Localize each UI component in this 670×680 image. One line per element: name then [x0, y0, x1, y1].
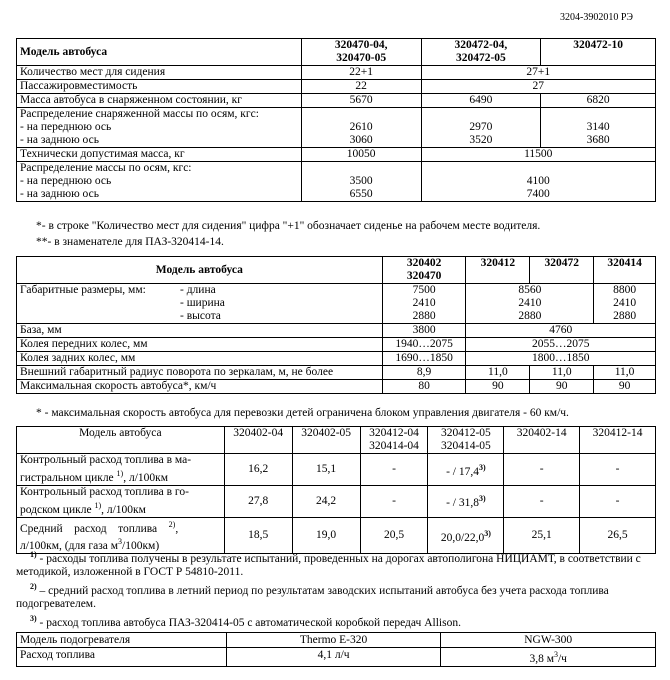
cell-value: NGW-300 [441, 633, 656, 648]
front-axle-label: - на переднюю ось [20, 175, 112, 187]
cell-value [466, 284, 594, 324]
label-line: Контрольный расход топлива в го- [20, 485, 189, 498]
front-axle-label: - на переднюю ось [20, 121, 112, 133]
header-model: Модель автобуса [17, 427, 225, 454]
table-row [17, 94, 656, 108]
cell-value: - [360, 454, 428, 486]
row-label [17, 162, 302, 202]
label-line: л/100км, (для газа м [20, 540, 119, 553]
header-col: 320402-14 [504, 427, 580, 454]
width-value: 2410 [613, 297, 637, 309]
header-line: 320414-04 [369, 440, 419, 452]
cell-value: - [580, 485, 656, 517]
table-row [17, 284, 656, 324]
cell-value: 15,1 [292, 454, 360, 486]
cell-value: 22+1 [301, 66, 421, 80]
label-line: Контрольный расход топлива в ма- [20, 454, 192, 466]
width-value: 2410 [412, 297, 436, 309]
value-text: - / 17,4 [446, 465, 479, 478]
cell-value: 2055…2075 [466, 338, 656, 352]
cell-value: 27 [421, 80, 655, 94]
label-line: , л/100км [101, 503, 146, 516]
value-text: /ч [557, 652, 567, 665]
header-320402-line1: 320402 [406, 257, 442, 269]
footnote-mark: 3) [479, 494, 486, 504]
rear-value: 6550 [349, 188, 373, 200]
cell-value [301, 108, 421, 148]
row-label [17, 454, 225, 486]
header-320414: 320414 [594, 257, 656, 284]
label-line: родском цикле [20, 503, 95, 516]
header-320472-line1: 320472-04, [454, 39, 508, 51]
table-row [17, 352, 656, 366]
cell-value: 1690…1850 [382, 352, 466, 366]
fuel-table-header [17, 427, 656, 454]
footnote-mark: 2) [30, 582, 37, 591]
dimensions-table [16, 256, 656, 394]
rear-axle-label: - на заднюю ось [20, 188, 99, 200]
header-model: Модель автобуса [17, 39, 302, 66]
curb-dist-title: Распределение снаряженной массы по осям, кгс: [20, 108, 259, 120]
note-text: - расходы топлива получены в результате испытаний, проведенных на дорогах автополигона НИЦИАМТ, в соответствии с методикой, изложенной в ГОСТ Р 54810-2011. [16, 552, 641, 578]
header-320470-line2: 320470-05 [336, 52, 387, 64]
table-row [17, 324, 656, 338]
cell-value: 1800…1850 [466, 352, 656, 366]
cell-value: 8,9 [382, 366, 466, 380]
table-row [17, 162, 656, 202]
footnote-mark: 1) [30, 550, 37, 559]
cell-value: - [360, 485, 428, 517]
footnote-mark: 1) [94, 500, 102, 510]
cell-value [428, 485, 504, 517]
row-label: Технически допустимая масса, кг [17, 148, 302, 162]
cell-value: 4,1 л/ч [226, 648, 441, 667]
table-row [17, 148, 656, 162]
footnote-mark: 2) [168, 519, 176, 529]
cell-value: 90 [466, 380, 530, 394]
row-label: Колея передних колес, мм [17, 338, 383, 352]
label-line: , л/100км [123, 471, 169, 484]
header-line: 320414-05 [440, 440, 491, 452]
table-row [17, 108, 656, 148]
cell-value: 26,5 [580, 517, 656, 554]
note-text: – средний расход топлива в летний период по результатам заводских испытаний автобуса без учета расхода топлива подогревателем. [16, 584, 609, 610]
length-label: - длина [180, 284, 216, 296]
header-line: 320412-05 [440, 427, 491, 439]
label-line: /100км) [122, 540, 160, 553]
length-value: 7500 [412, 284, 436, 296]
cell-value [421, 108, 541, 148]
rear-value: 7400 [526, 188, 550, 200]
cell-value [541, 108, 656, 148]
height-value: 2880 [412, 310, 436, 322]
footnote-mark: 3) [479, 462, 486, 472]
header-320472-line2: 320472-05 [455, 52, 506, 64]
front-value: 3140 [586, 121, 610, 133]
row-label: Расход топлива [17, 648, 227, 667]
height-label: - высота [180, 310, 221, 322]
mass-table-header [17, 39, 656, 66]
cell-value: 11500 [421, 148, 655, 162]
label-line: , [175, 522, 179, 535]
table-row [17, 380, 656, 394]
dimensions-table-header [17, 257, 656, 284]
dims-title: Габаритные размеры, мм: [20, 284, 146, 296]
cell-value [441, 648, 656, 667]
cell-value: 11,0 [530, 366, 594, 380]
header-320470 [301, 39, 421, 66]
cell-value [301, 162, 421, 202]
cell-value: 80 [382, 380, 466, 394]
cell-value: 3800 [382, 324, 466, 338]
cell-value: 27+1 [421, 66, 655, 80]
cell-value: 1940…2075 [382, 338, 466, 352]
cell-value [428, 454, 504, 486]
table-row [17, 485, 656, 517]
cell-value: - [504, 485, 580, 517]
row-label: Модель подогревателя [17, 633, 227, 648]
footnote-mark: 1) [116, 469, 124, 478]
cell-value: 25,1 [504, 517, 580, 554]
fuel-consumption-table [16, 426, 656, 554]
row-label: Внешний габаритный радиус поворота по зеркалам, м, не более [17, 366, 383, 380]
row-label [17, 485, 225, 517]
note-average-fuel [16, 580, 656, 611]
rear-value: 3520 [469, 134, 493, 146]
note-seats: *- в строке "Количество мест для сидения" цифра "+1" обозначает сиденье на рабочем месте водителя. [36, 220, 541, 232]
header-320472 [421, 39, 541, 66]
width-label: - ширина [180, 297, 225, 309]
gross-dist-title: Распределение массы по осям, кгс: [20, 162, 192, 174]
header-model: Модель автобуса [17, 257, 383, 284]
note-speed: * - максимальная скорость автобуса для перевозки детей ограничена блоком управления двигателя - 60 км/ч. [36, 407, 569, 419]
row-label: Количество мест для сидения [17, 66, 302, 80]
cell-value: 16,2 [224, 454, 292, 486]
front-value: 4100 [526, 175, 550, 187]
table-row [17, 366, 656, 380]
value-text: 3,8 м [529, 652, 554, 665]
document-number: 3204-3902010 РЭ [560, 12, 633, 23]
label-line: Средний расход топлива [20, 522, 169, 535]
row-label [17, 108, 302, 148]
cell-value: 24,2 [292, 485, 360, 517]
cell-value [421, 162, 655, 202]
note-text: - расход топлива автобуса ПАЗ-320414-05 с автоматической коробкой передач Allison. [36, 616, 461, 629]
rear-axle-label: - на заднюю ось [20, 134, 99, 146]
note-allison [16, 612, 656, 630]
row-label: База, мм [17, 324, 383, 338]
table-row [17, 80, 656, 94]
front-value: 2970 [469, 121, 493, 133]
length-value: 8800 [613, 284, 637, 296]
header-col: 320402-05 [292, 427, 360, 454]
table-row [17, 454, 656, 486]
rear-value: 3680 [586, 134, 610, 146]
table-row [17, 338, 656, 352]
note-denominator: **- в знаменателе для ПАЗ-320414-14. [36, 236, 224, 248]
row-label [17, 284, 383, 324]
heater-table [16, 632, 656, 667]
superscript: 3 [118, 537, 123, 547]
height-value: 2880 [518, 310, 542, 322]
table-row [17, 633, 656, 648]
cell-value: 90 [594, 380, 656, 394]
footnote-mark: 3) [484, 528, 491, 538]
header-col: 320402-04 [224, 427, 292, 454]
cell-value: 6490 [421, 94, 541, 108]
front-value: 3500 [349, 175, 373, 187]
rear-value: 3060 [349, 134, 373, 146]
row-label: Масса автобуса в снаряженном состоянии, кг [17, 94, 302, 108]
cell-value: 19,0 [292, 517, 360, 554]
header-320412: 320412 [466, 257, 530, 284]
cell-value [594, 284, 656, 324]
row-label: Максимальная скорость автобуса*, км/ч [17, 380, 383, 394]
cell-value: 90 [530, 380, 594, 394]
header-320472-10: 320472-10 [541, 39, 656, 66]
height-value: 2880 [613, 310, 637, 322]
table-row [17, 648, 656, 667]
label-line: гистральном цикле [20, 471, 117, 484]
cell-value: 18,5 [224, 517, 292, 554]
front-value: 2610 [349, 121, 373, 133]
header-320402 [382, 257, 466, 284]
header-320472: 320472 [530, 257, 594, 284]
mass-table [16, 38, 656, 202]
footnote-mark: 3) [30, 614, 37, 623]
header-line: 320412-04 [369, 427, 419, 439]
header-col [428, 427, 504, 454]
length-value: 8560 [518, 284, 542, 296]
cell-value: - [580, 454, 656, 486]
cell-value: 4760 [466, 324, 656, 338]
header-col [360, 427, 428, 454]
cell-value [382, 284, 466, 324]
header-320470-line1: 320470-04, [334, 39, 388, 51]
cell-value: 5670 [301, 94, 421, 108]
cell-value: 10050 [301, 148, 421, 162]
table-row [17, 66, 656, 80]
note-fuel-test [16, 548, 656, 579]
cell-value: 27,8 [224, 485, 292, 517]
header-col: 320412-14 [580, 427, 656, 454]
superscript: 3 [553, 650, 558, 659]
header-320402-line2: 320470 [406, 270, 442, 282]
row-label: Колея задних колес, мм [17, 352, 383, 366]
cell-value: Thermo E-320 [226, 633, 441, 648]
value-text: 20,0/22,0 [440, 531, 485, 544]
row-label: Пассажировместимость [17, 80, 302, 94]
cell-value: 20,5 [360, 517, 428, 554]
value-text: - / 31,8 [446, 497, 479, 510]
cell-value: 11,0 [466, 366, 530, 380]
width-value: 2410 [518, 297, 542, 309]
cell-value: 6820 [541, 94, 656, 108]
cell-value: 22 [301, 80, 421, 94]
cell-value: - [504, 454, 580, 486]
cell-value: 11,0 [594, 366, 656, 380]
